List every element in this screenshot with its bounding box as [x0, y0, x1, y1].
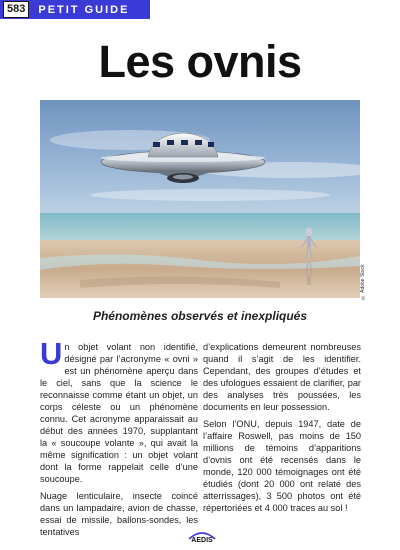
drop-cap: U — [40, 336, 63, 371]
paragraph-text: n objet volant non identifié, désigné par l’acronyme « ovni » est un phénomène aperçu dans le ciel, sans que la science le reconnaisse comme étant un objet, un corps céleste ou un phénomène connu. Cet acronyme apparaissait au début des années 1970, supplantant la « soucoupe volante », qui avait la même signification : un objet volant dont la forme rappelait celle d’une soucoupe. — [40, 342, 198, 484]
paragraph: d’explications demeurent nombreuses quand il s’agit de les identifier. Cependant, des groupes d’études et des ufologues essaient de clarifier, par des analyses très poussées, les documents en leur possession. — [203, 342, 361, 412]
paragraph: Nuage lenticulaire, insecte coincé dans un lampadaire, avion de chasse, essai de missile, ballons-sondes, les tentatives — [40, 491, 198, 537]
cloud — [90, 189, 330, 201]
book-title: Les ovnis — [98, 36, 302, 87]
book-subtitle: Phénomènes observés et inexpliqués — [92, 309, 308, 323]
paragraph: Selon l’ONU, depuis 1947, date de l’affaire Roswell, pas moins de 150 millions de témoins d’apparitions d’ovnis ont été recensés dans le monde, 120 000 témoignages ont été étudiés (dont 20 000 ont relaté des atterrissages), 3 500 photos ont été répertoriées et 4 000 traces au sol ! — [203, 419, 361, 513]
series-banner — [0, 0, 150, 19]
sea — [40, 213, 360, 243]
cover-photo — [40, 100, 360, 298]
text-column-left — [40, 336, 198, 543]
paragraph — [40, 336, 198, 485]
publisher-name: AEDIS — [191, 537, 213, 544]
beach — [40, 240, 360, 298]
text-column-right — [203, 341, 361, 519]
series-number: 583 — [3, 1, 29, 18]
publisher-logo — [186, 526, 218, 544]
ufo-beach-illustration — [40, 100, 360, 298]
series-name: PETIT GUIDE — [38, 3, 130, 16]
photo-credit: © Adobe Stock — [360, 264, 366, 300]
